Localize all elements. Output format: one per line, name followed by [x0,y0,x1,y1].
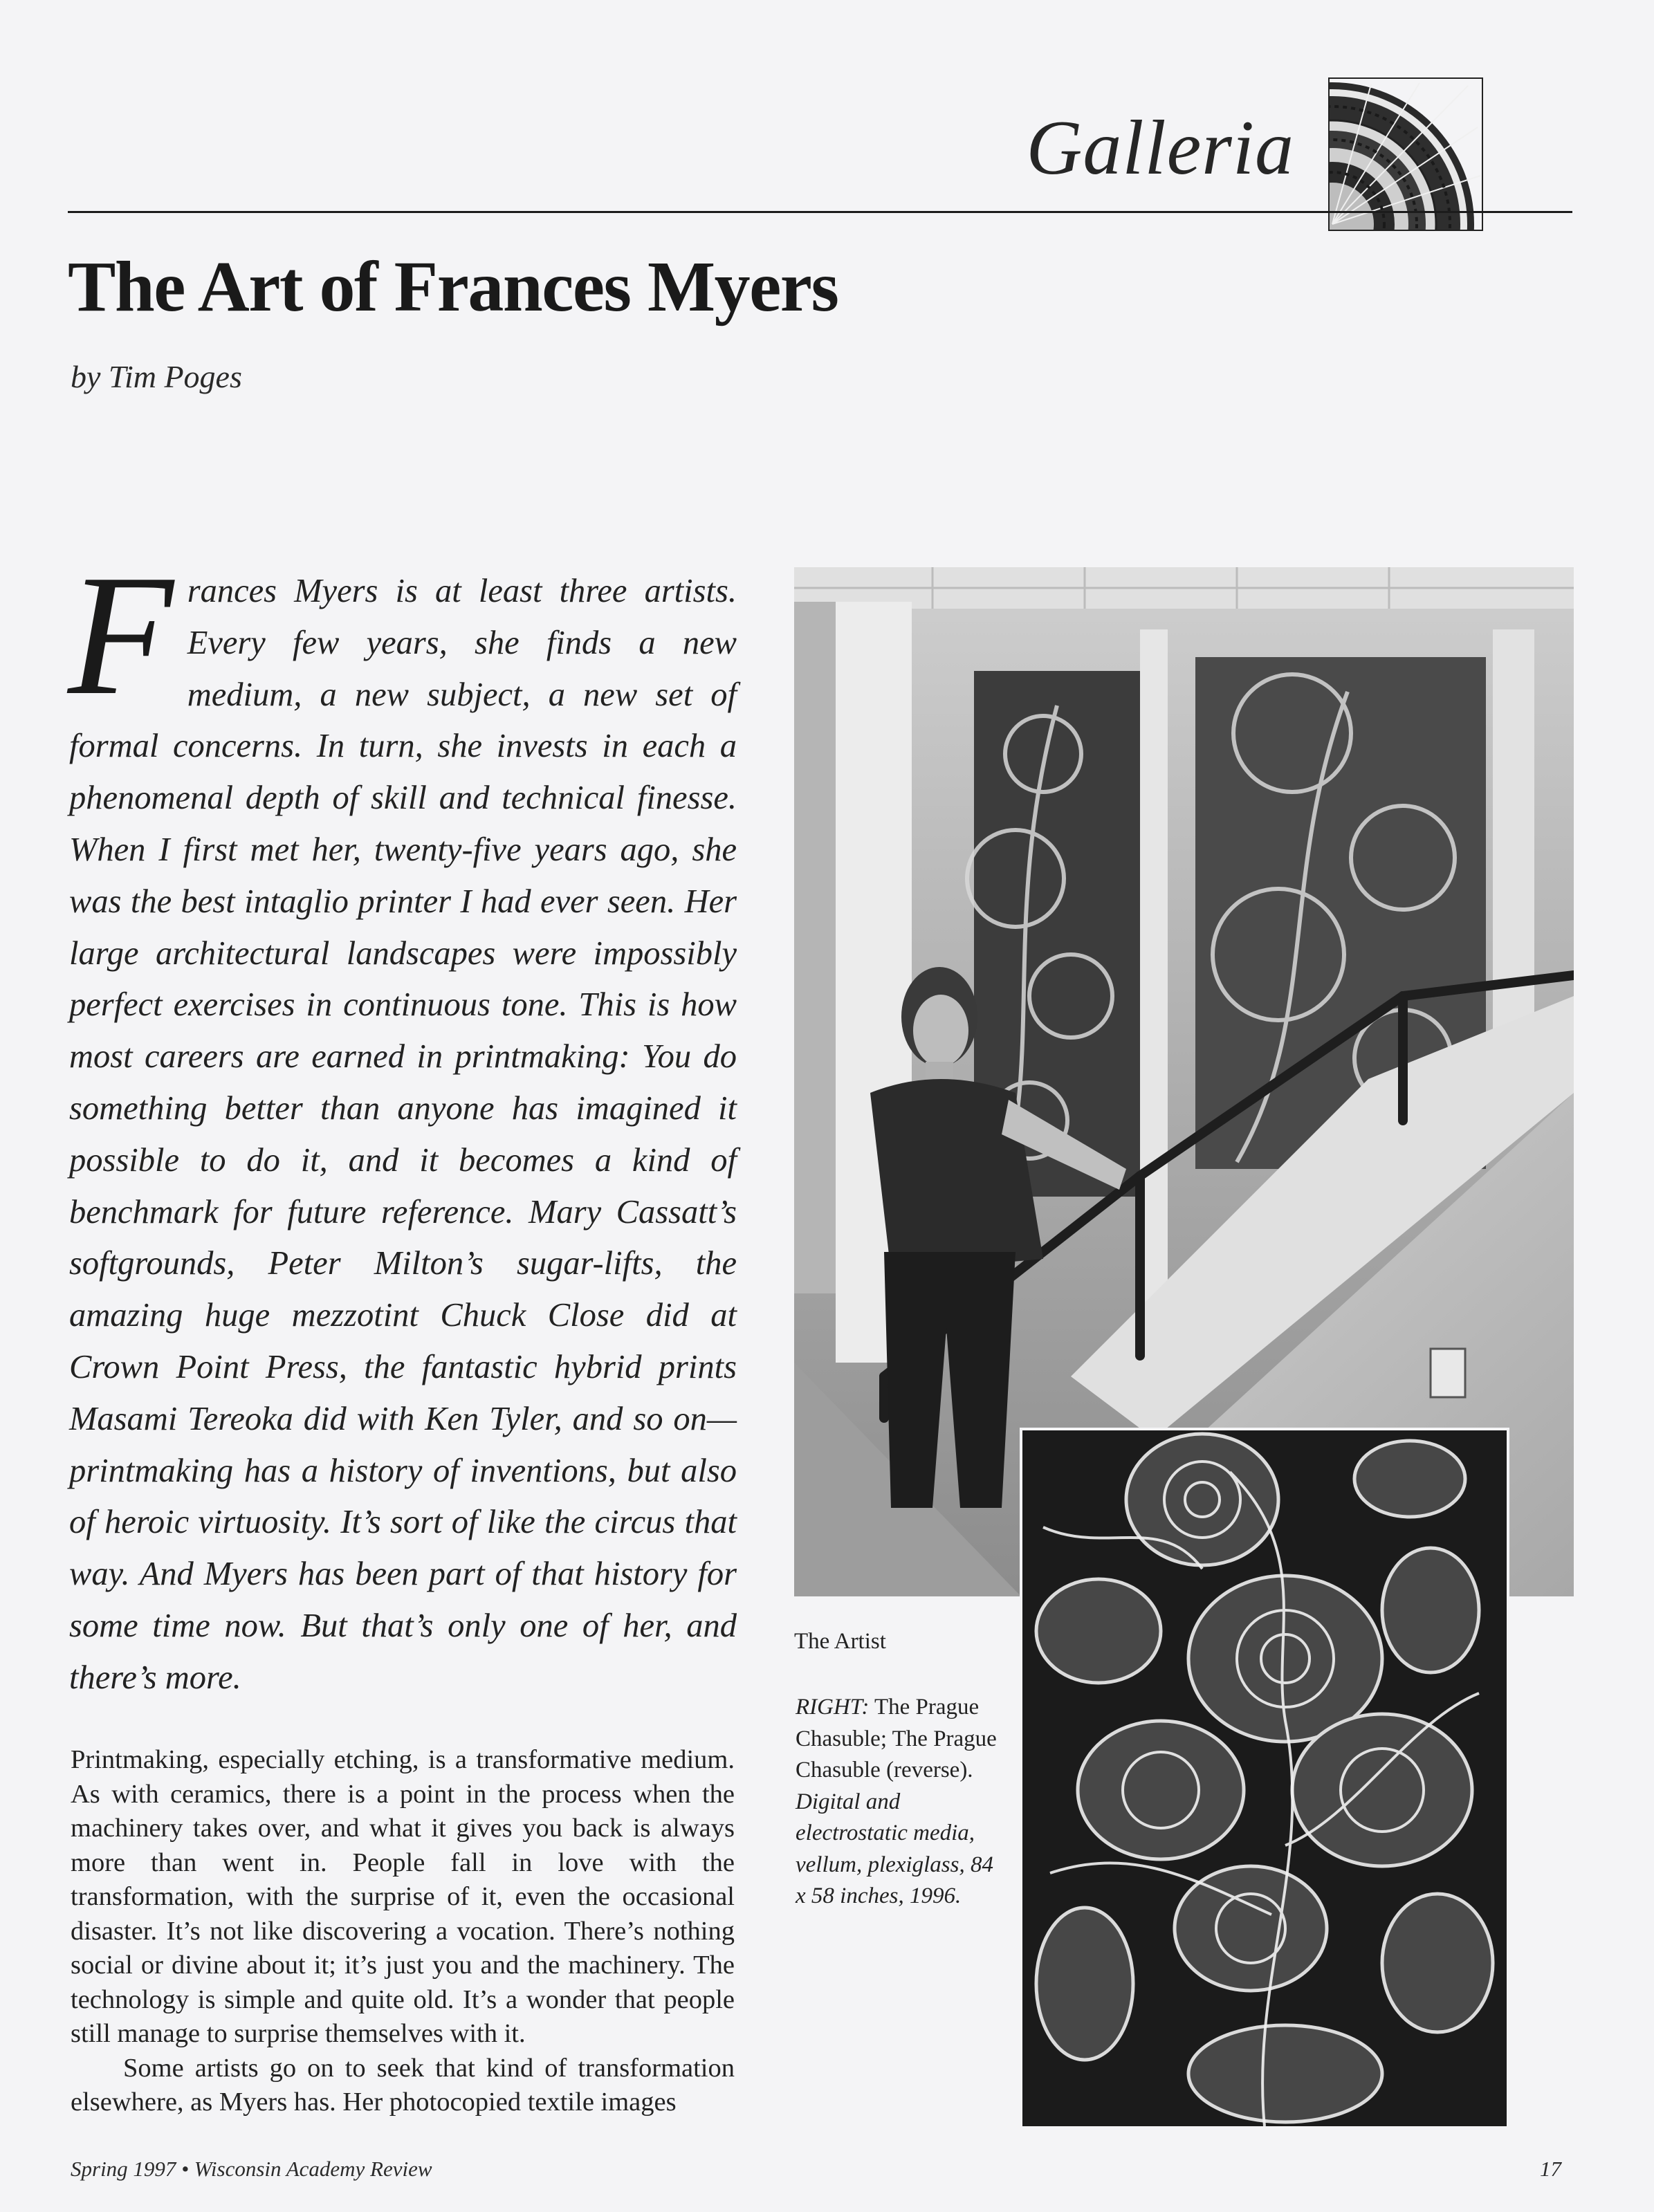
caption-direction: RIGHT: [796,1695,870,1720]
caption-media: Digital and electrostatic media, vellum, plexiglass, 84 x 58 inches, 1996. [796,1789,993,1908]
footer-issue: Spring 1997 • Wisconsin Academy Review [71,2157,432,2181]
body-paragraph: Some artists go on to seek that kind of transformation elsewhere, as Myers has. Her photocopied textile images [71,2053,735,2117]
body-paragraph: Printmaking, especially etching, is a transformative medium. As with ceramics, there is a point in the process when the machinery takes over, and what it gives you back is always more than went in. People fall in love with the transformation, with the surprise of it, even the occasional disaster. It’s not like discovering a vocation. There’s nothing social or divine about it; it’s just you and the machinery. The technology is simple and quite old. It’s a wonder that people still manage to surprise themselves with it. [71,1745,735,2048]
header-rule [68,211,1572,213]
chasuble-caption [796,1692,1003,1913]
intro-paragraph [68,540,737,1704]
article-title: The Art of Frances Myers [68,247,838,326]
section-name: Galleria [1026,105,1294,191]
body-column [71,1743,735,2120]
chasuble-photo [1020,1428,1509,2129]
byline: by Tim Poges [71,359,242,394]
artist-caption: The Artist [794,1629,886,1654]
page-number: 17 [1540,2157,1561,2181]
caption-title: The Prague Chasuble; The Prague Chasuble (reverse). [796,1695,997,1782]
ornamental-rosette-icon [1328,77,1483,231]
intro-text: rances Myers is at least three artists. Every few years, she finds a new medium, a new subject, a new set of formal concerns. In turn, she invests in each a phenomenal depth of skill and technical finesse. When I first met her, twenty-five years ago, she was the best intaglio printer I had ever seen. Her large architectural landscapes were impossibly perfect exercises in continuous tone. This is how most careers are earned in printmaking: You do something better than anyone has imagined it possible to do it, and it becomes a kind of benchmark for future reference. Mary Cassatt’s softgrounds, Peter Milton’s sugar-lifts, the amazing huge mezzotint Chuck Close did at Crown Point Press, the fantastic hybrid prints Masami Tereoka did with Ken Tyler, and so on—printmaking has a history of inventions, but also of heroic virtuosity. It’s sort of like the circus that way. And Myers has been part of that history for some time now. But that’s only one of her, and there’s more. [69,573,737,1696]
drop-cap: F [68,540,174,731]
